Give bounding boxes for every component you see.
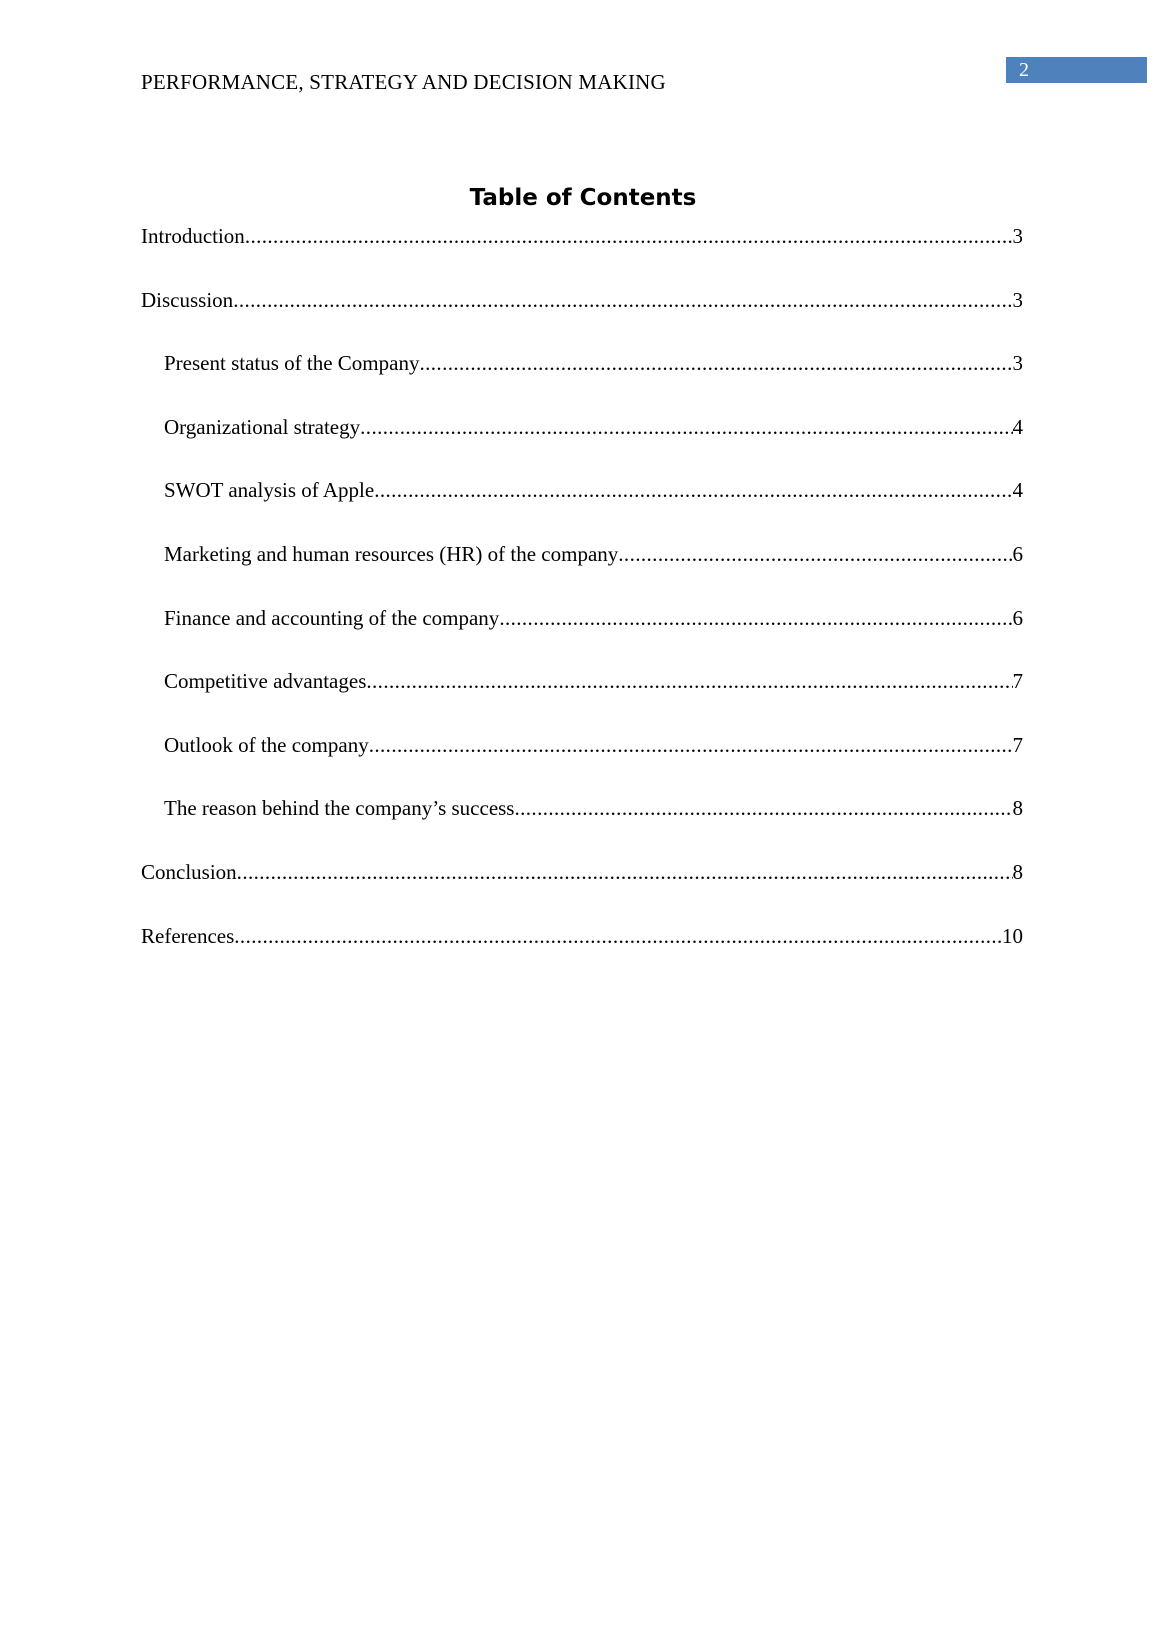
toc-entry-organizational-strategy[interactable]	[141, 413, 1023, 477]
toc-entry-label: Finance and accounting of the company	[164, 605, 500, 630]
toc-entry-page: 6	[1012, 605, 1023, 630]
toc-entry-page: 3	[1012, 224, 1023, 248]
table-of-contents	[141, 222, 1023, 985]
toc-entry-label: Introduction	[141, 224, 245, 248]
toc-entry-label: References	[141, 923, 235, 948]
toc-entry-page: 10	[1002, 923, 1023, 948]
toc-entry-page: 7	[1012, 732, 1023, 757]
toc-dot-leader	[374, 476, 1012, 504]
toc-entry-page: 4	[1012, 414, 1023, 439]
page-number: 2	[1019, 59, 1029, 81]
toc-entry-label: Organizational strategy	[164, 414, 361, 439]
running-header: PERFORMANCE, STRATEGY AND DECISION MAKING	[141, 70, 666, 94]
toc-entry-swot-analysis[interactable]	[141, 476, 1023, 540]
toc-dot-leader	[366, 667, 1012, 695]
toc-entry-label: Present status of the Company	[164, 351, 420, 376]
toc-entry-label: Conclusion	[141, 859, 237, 884]
toc-entry-finance-accounting[interactable]	[141, 604, 1023, 668]
toc-entry-references[interactable]	[141, 922, 1023, 986]
toc-dot-leader	[514, 794, 1012, 822]
toc-entry-label: The reason behind the company’s success	[164, 796, 515, 821]
toc-entry-conclusion[interactable]	[141, 858, 1023, 922]
toc-dot-leader	[360, 413, 1012, 441]
toc-dot-leader	[618, 540, 1012, 568]
toc-entry-label: Discussion	[141, 287, 234, 312]
toc-dot-leader	[499, 604, 1012, 632]
toc-entry-page: 8	[1012, 796, 1023, 821]
toc-entry-discussion[interactable]	[141, 286, 1023, 350]
toc-entry-outlook[interactable]	[141, 731, 1023, 795]
toc-dot-leader	[245, 222, 1013, 250]
toc-entry-introduction[interactable]	[141, 222, 1023, 286]
toc-entry-label: Competitive advantages	[164, 669, 367, 694]
toc-dot-leader	[237, 858, 1013, 886]
toc-entry-label: Marketing and human resources (HR) of the company	[164, 541, 619, 566]
toc-entry-page: 6	[1012, 541, 1023, 566]
toc-entry-page: 3	[1012, 351, 1023, 376]
page-number-badge	[1006, 57, 1147, 83]
toc-dot-leader	[234, 922, 1002, 950]
toc-entry-page: 7	[1012, 669, 1023, 694]
toc-dot-leader	[233, 286, 1012, 314]
toc-entry-marketing-hr[interactable]	[141, 540, 1023, 604]
toc-entry-competitive-advantages[interactable]	[141, 667, 1023, 731]
toc-entry-page: 3	[1012, 287, 1023, 312]
toc-entry-label: Outlook of the company	[164, 732, 369, 757]
toc-entry-present-status[interactable]	[141, 349, 1023, 413]
toc-entry-label: SWOT analysis of Apple	[164, 478, 375, 503]
toc-heading: Table of Contents	[469, 185, 697, 211]
toc-entry-page: 4	[1012, 478, 1023, 503]
toc-dot-leader	[369, 731, 1013, 759]
toc-entry-page: 8	[1012, 859, 1023, 884]
toc-entry-reason-success[interactable]	[141, 794, 1023, 858]
toc-dot-leader	[419, 349, 1012, 377]
